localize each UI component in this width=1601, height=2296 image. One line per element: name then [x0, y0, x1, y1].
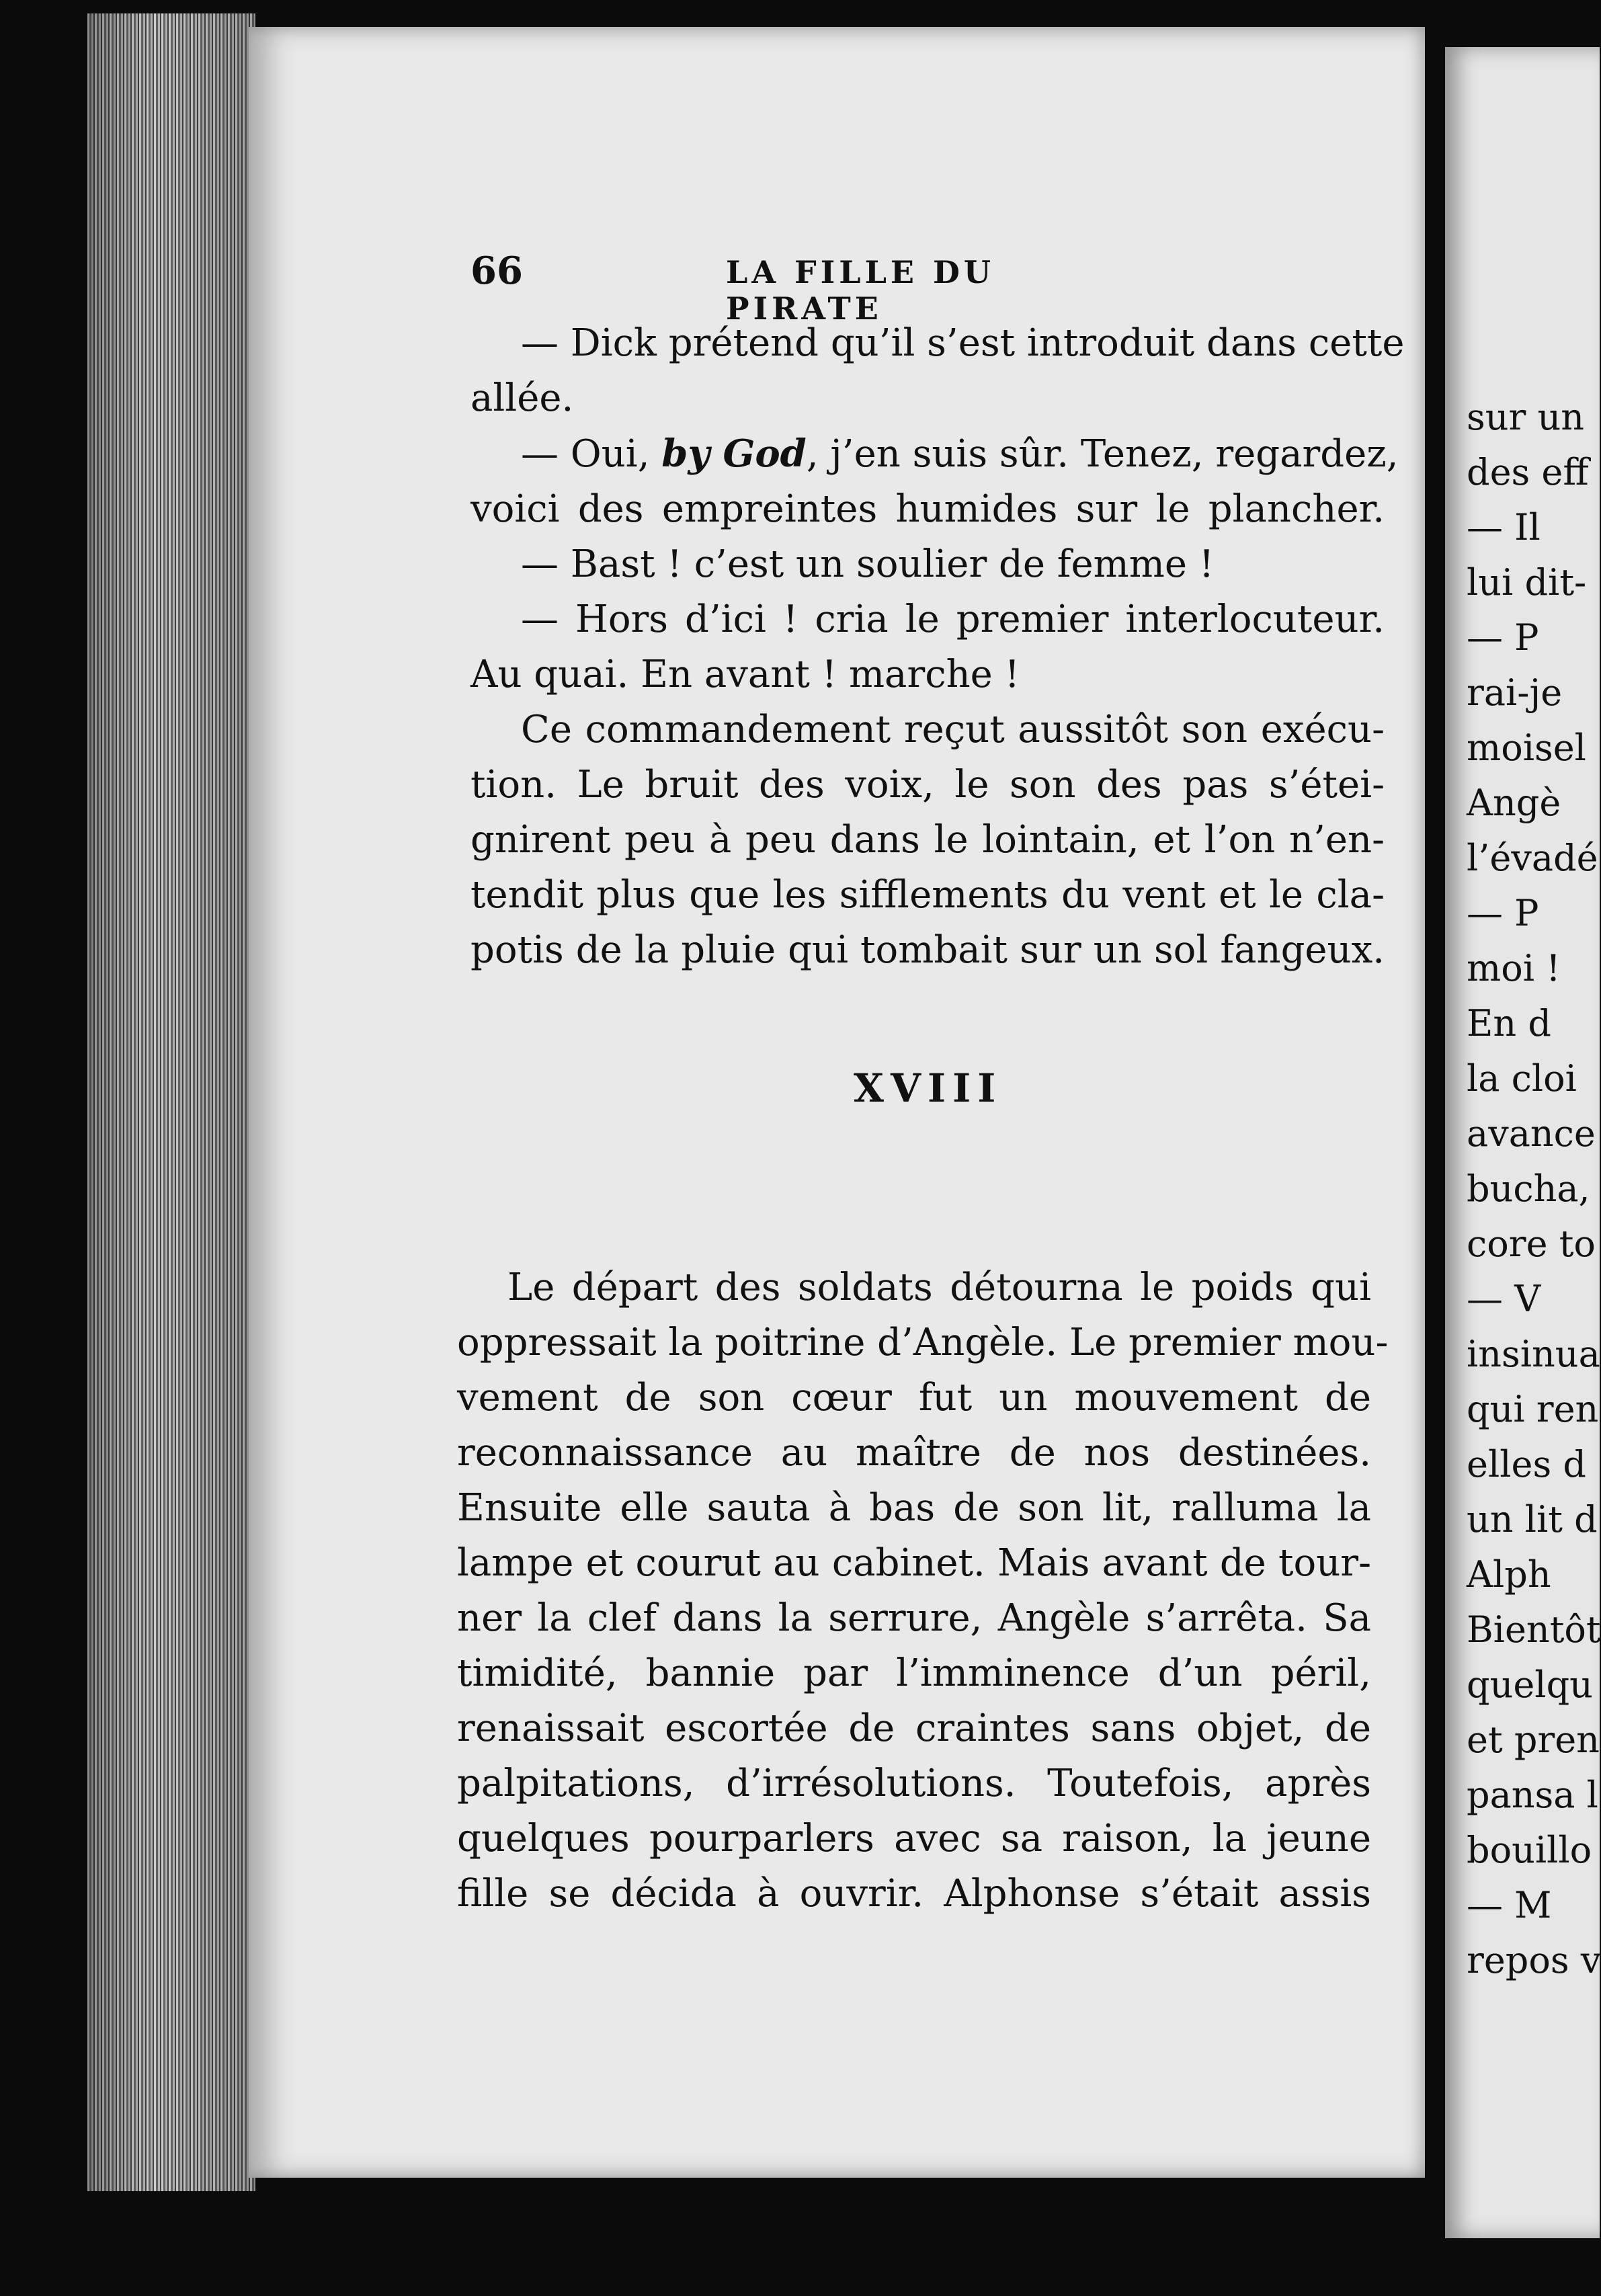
right-page-line: et pren	[1467, 1719, 1600, 1761]
top-paragraphs	[470, 316, 1405, 978]
text-line: Le départ des soldats détourna le poids qui	[507, 1266, 1371, 1309]
text-line: gnirent peu à peu dans le lointain, et l’on n’en-	[470, 818, 1385, 862]
right-page-line: bouillo	[1467, 1829, 1592, 1871]
right-page-line: des eff	[1467, 451, 1589, 493]
right-page-line: lui dit-	[1467, 561, 1587, 604]
right-page-line: elles d	[1467, 1443, 1586, 1485]
right-page	[1445, 47, 1600, 2238]
chapter-heading: XVIII	[854, 1065, 1003, 1111]
text-line: quelques pourparlers avec sa raison, la jeune	[457, 1817, 1371, 1860]
text-line: ner la clef dans la serrure, Angèle s’arrêta. Sa	[457, 1596, 1371, 1640]
right-page-line: — Il	[1467, 506, 1541, 548]
text-line: Ensuite elle sauta à bas de son lit, ralluma la	[457, 1486, 1371, 1530]
text-line: timidité, bannie par l’imminence d’un péril,	[457, 1651, 1371, 1695]
right-page-line: — P	[1467, 892, 1539, 934]
right-page-line: pansa l	[1467, 1774, 1598, 1816]
running-title: LA FILLE DU PIRATE	[726, 254, 995, 327]
right-page-line: Alph	[1467, 1553, 1551, 1596]
right-page-line: sur un	[1467, 396, 1585, 438]
right-page-line: insinua	[1467, 1333, 1600, 1375]
right-page-line: la cloi	[1467, 1057, 1577, 1100]
page-number: 66	[470, 249, 523, 293]
right-page-line: avance	[1467, 1112, 1596, 1155]
text-line: — Dick prétend qu’il s’est introduit dans cette	[521, 321, 1405, 365]
text-line: Au quai. En avant ! marche !	[470, 653, 1020, 696]
text-line: Ce commandement reçut aussitôt son exécu-	[521, 708, 1385, 751]
right-page-line: En d	[1467, 1002, 1551, 1044]
right-page-line: Angè	[1467, 782, 1561, 824]
text-line: renaissait escortée de craintes sans objet, de	[457, 1707, 1371, 1750]
bottom-paragraphs	[457, 1260, 1389, 1922]
right-page-line: rai-je	[1467, 671, 1563, 714]
text-line: palpitations, d’irrésolutions. Toutefois, après	[457, 1762, 1371, 1805]
text-line: oppressait la poitrine d’Angèle. Le premier mou-	[457, 1321, 1389, 1364]
text-line: potis de la pluie qui tombait sur un sol fangeux.	[470, 928, 1385, 972]
italic-phrase: by God	[661, 432, 807, 476]
text-line: — Oui, by God, j’en suis sûr. Tenez, regardez,	[521, 432, 1399, 476]
text-line: — Hors d’ici ! cria le premier interlocuteur.	[521, 598, 1385, 641]
right-page-text	[1467, 390, 1601, 1988]
right-page-line: core to	[1467, 1223, 1596, 1265]
right-page-line: — V	[1467, 1278, 1541, 1320]
text-line: allée.	[470, 376, 574, 420]
text-line: — Bast ! c’est un soulier de femme !	[521, 542, 1215, 586]
page-header	[470, 249, 1143, 327]
text-line: fille se décida à ouvrir. Alphonse s’était assis	[457, 1872, 1371, 1916]
right-page-line: l’évadé	[1467, 837, 1598, 879]
text-line: tendit plus que les sifflements du vent et le cla-	[470, 873, 1385, 917]
right-page-line: un lit d	[1467, 1498, 1598, 1541]
text-line: vement de son cœur fut un mouvement de	[457, 1376, 1371, 1420]
right-page-line: Bientôt	[1467, 1608, 1601, 1651]
right-page-line: — P	[1467, 616, 1539, 659]
right-page-line: quelqu	[1467, 1664, 1593, 1706]
text-line: lampe et courut au cabinet. Mais avant de tour-	[457, 1541, 1371, 1585]
right-page-line: — M	[1467, 1884, 1552, 1926]
text-line: tion. Le bruit des voix, le son des pas s’étei-	[470, 763, 1385, 807]
text-line: voici des empreintes humides sur le plancher.	[470, 487, 1385, 531]
right-page-line: moi !	[1467, 947, 1561, 989]
right-page-line: bucha,	[1467, 1167, 1590, 1210]
right-page-line: repos v	[1467, 1939, 1601, 1981]
text-line: reconnaissance au maître de nos destinées.	[457, 1431, 1371, 1475]
right-page-line: moisel	[1467, 727, 1586, 769]
right-page-line: qui ren	[1467, 1388, 1599, 1430]
page-edge-shadow	[87, 13, 255, 2191]
